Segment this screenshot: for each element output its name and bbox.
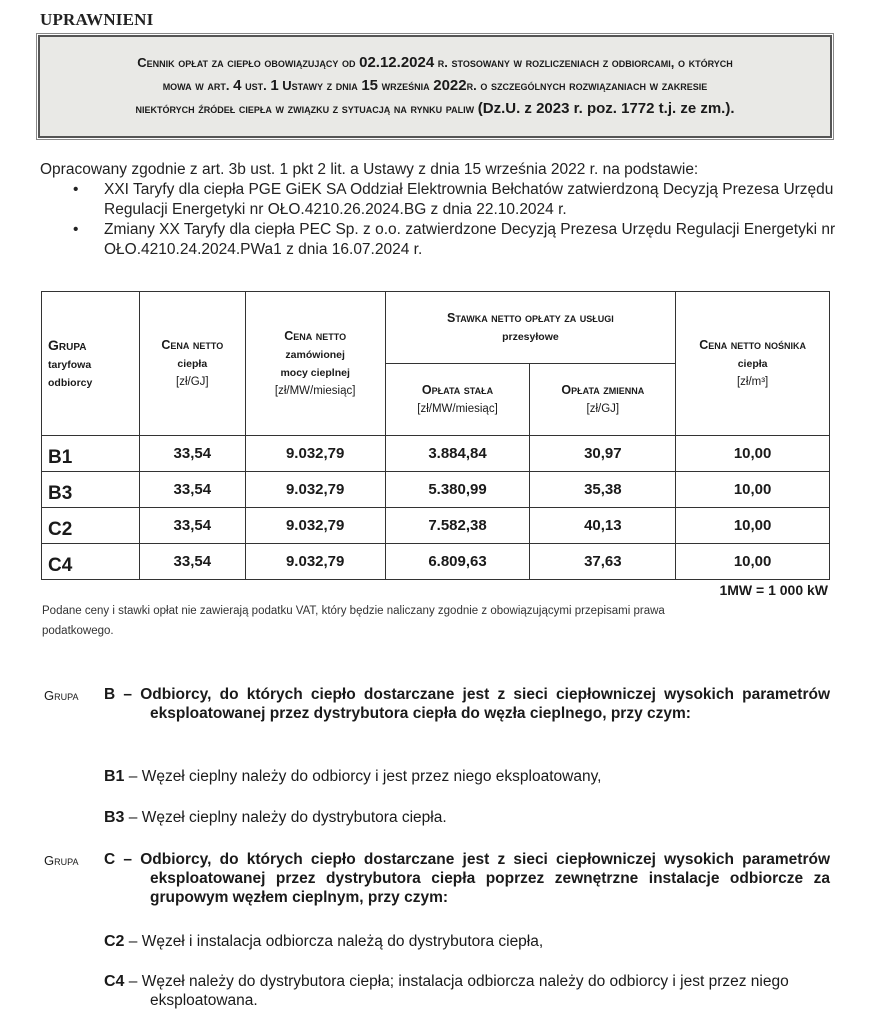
header-transmission: Stawka netto opłaty za usługi przesyłowe xyxy=(385,292,676,364)
notice-line-2: mowa w art. 4 ust. 1 Ustawy z dnia 15 września 2022r. o szczególnych rozwiązaniach w zakresie xyxy=(162,77,708,94)
cell-group: C2 xyxy=(42,508,140,544)
group-b-definition: Grupa B – Odbiorcy, do których ciepło dostarczane jest z sieci ciepłowniczej wysokich parametrów eksploatowanej przez dystrybutora ciepła do węzła cieplnego, przy czym: xyxy=(44,686,831,722)
subgroup-b1: B1 – Węzeł cieplny należy do odbiorcy i jest przez niego eksploatowany, xyxy=(104,768,602,785)
cell-carrier-price: 10,00 xyxy=(676,508,830,544)
intro-text: Opracowany zgodnie z art. 3b ust. 1 pkt 2 lit. a Ustawy z dnia 15 września 2022 r. na podstawie: xyxy=(40,161,699,178)
vat-note: Podane ceny i stawki opłat nie zawierają podatku VAT, który będzie naliczany zgodnie z obowiązującymi przepisami prawa podatkowego. xyxy=(42,605,665,637)
tariff-table xyxy=(41,291,830,580)
cell-fixed-fee: 7.582,38 xyxy=(385,508,530,544)
cell-variable-fee: 30,97 xyxy=(530,436,676,472)
group-label: Grupa xyxy=(44,688,79,703)
cell-heat-price: 33,54 xyxy=(139,544,245,580)
cell-carrier-price: 10,00 xyxy=(676,436,830,472)
cell-heat-price: 33,54 xyxy=(139,508,245,544)
group-label: Grupa xyxy=(44,853,79,868)
cell-variable-fee: 37,63 xyxy=(530,544,676,580)
cell-variable-fee: 35,38 xyxy=(530,472,676,508)
unit-conversion-note: 1MW = 1 000 kW xyxy=(719,582,828,598)
cell-capacity-price: 9.032,79 xyxy=(245,472,385,508)
cell-capacity-price: 9.032,79 xyxy=(245,508,385,544)
cell-heat-price: 33,54 xyxy=(139,472,245,508)
cell-carrier-price: 10,00 xyxy=(676,544,830,580)
header-heat-price: Cena netto ciepła [zł/GJ] xyxy=(139,292,245,436)
group-letter: B xyxy=(104,686,116,703)
cell-group: B1 xyxy=(42,436,140,472)
price-list-notice xyxy=(38,35,832,138)
cell-capacity-price: 9.032,79 xyxy=(245,436,385,472)
table-row xyxy=(42,472,830,508)
cell-fixed-fee: 5.380,99 xyxy=(385,472,530,508)
basis-item: • Zmiany XX Taryfy dla ciepła PEC Sp. z o.o. zatwierdzone Decyzją Prezesa Urzędu Regulacji Energetyki nr OŁO.4210.24.2024.PWa1 z dnia 16.07.2024 r. xyxy=(73,220,840,260)
table-row xyxy=(42,436,830,472)
header-carrier-price: Cena netto nośnika ciepła [zł/m³] xyxy=(676,292,830,436)
header-variable-fee: Opłata zmienna [zł/GJ] xyxy=(530,364,676,436)
group-c-definition: Grupa C – Odbiorcy, do których ciepło dostarczane jest z sieci ciepłowniczej wysokich parametrów eksploatowanej przez dystrybutora ciepła poprzez zewnętrzne instalacje odbiorcze za grupowym węzłem cieplnym, przy czym: xyxy=(44,851,831,906)
intro-section xyxy=(40,160,840,260)
subgroup-c4: C4 – Węzeł należy do dystrybutora ciepła; instalacja odbiorcza należy do odbiorcy i jest przez niego eksploatowana. xyxy=(104,973,789,1009)
cell-capacity-price: 9.032,79 xyxy=(245,544,385,580)
cell-group: B3 xyxy=(42,472,140,508)
basis-list xyxy=(40,180,840,260)
cell-fixed-fee: 6.809,63 xyxy=(385,544,530,580)
cell-heat-price: 33,54 xyxy=(139,436,245,472)
header-capacity-price: Cena netto zamówionej mocy cieplnej [zł/MW/miesiąc] xyxy=(245,292,385,436)
cell-carrier-price: 10,00 xyxy=(676,472,830,508)
subgroup-b3: B3 – Węzeł cieplny należy do dystrybutora ciepła. xyxy=(104,809,447,826)
page-heading: UPRAWNIENI xyxy=(40,10,154,29)
header-group: Grupa taryfowa odbiorcy xyxy=(42,292,140,436)
notice-line-3: niektórych źródeł ciepła w związku z sytuacją na rynku paliw (Dz.U. z 2023 r. poz. 1772 t.j. ze zm.). xyxy=(135,100,735,117)
basis-item: • XXI Taryfy dla ciepła PGE GiEK SA Oddział Elektrownia Bełchatów zatwierdzoną Decyzją Prezesa Urzędu Regulacji Energetyki nr OŁO.4210.26.2024.BG z dnia 22.10.2024 r. xyxy=(73,180,840,220)
cell-fixed-fee: 3.884,84 xyxy=(385,436,530,472)
group-description: Odbiorcy, do których ciepło dostarczane jest z sieci ciepłowniczej wysokich parametrów eksploatowanej przez dystrybutora ciepła do węzła cieplnego, przy czym: xyxy=(140,686,831,722)
group-letter: C xyxy=(104,851,116,868)
group-description: Odbiorcy, do których ciepło dostarczane jest z sieci ciepłowniczej wysokich parametrów eksploatowanej przez dystrybutora ciepła poprzez zewnętrzne instalacje odbiorcze za grupowym węzłem cieplnym, przy czym: xyxy=(140,851,831,906)
cell-variable-fee: 40,13 xyxy=(530,508,676,544)
table-row xyxy=(42,544,830,580)
cell-group: C4 xyxy=(42,544,140,580)
table-row xyxy=(42,508,830,544)
notice-line-1: Cennik opłat za ciepło obowiązujący od 02.12.2024 r. stosowany w rozliczeniach z odbiorcami, o których xyxy=(137,54,733,71)
subgroup-c2: C2 – Węzeł i instalacja odbiorcza należą do dystrybutora ciepła, xyxy=(104,933,544,950)
header-fixed-fee: Opłata stała [zł/MW/miesiąc] xyxy=(385,364,530,436)
